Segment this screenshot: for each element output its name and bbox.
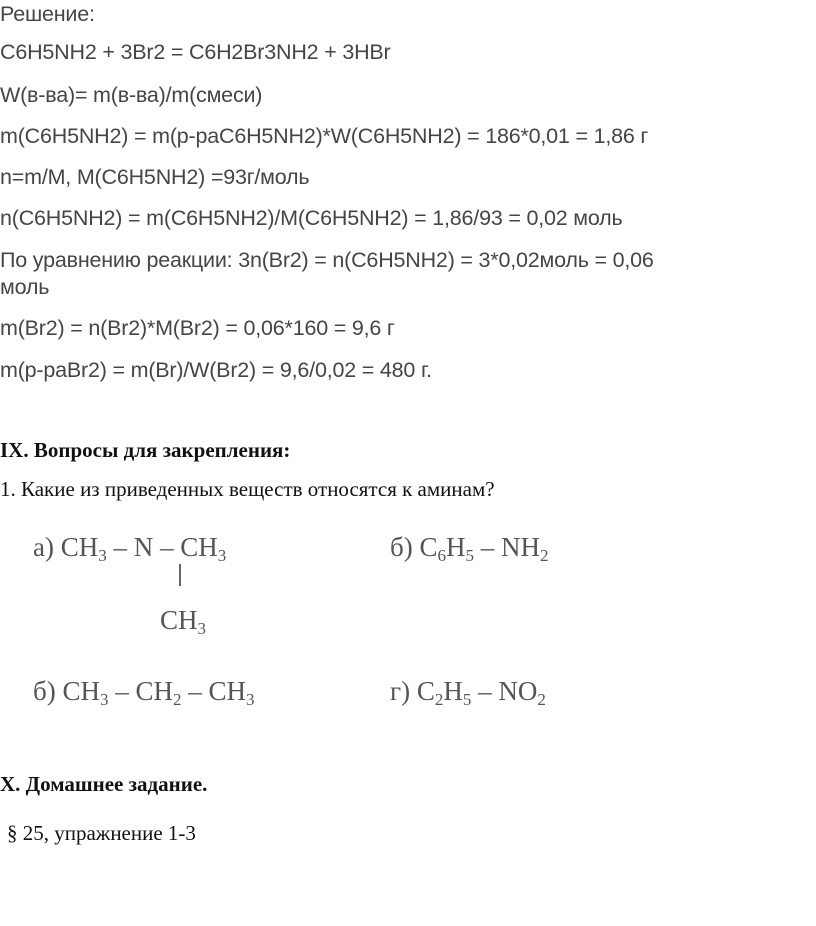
formula-a-branch <box>160 605 206 636</box>
formula-text: – NO <box>471 676 538 706</box>
homework-text: § 25, упражнение 1-3 <box>7 821 196 845</box>
solution-line: m(C6H5NH2) = m(р-раC6H5NH2)*W(C6H5NH2) = 186*0,01 = 1,86 г <box>0 124 649 148</box>
formula-subscript: 3 <box>246 690 255 709</box>
bond-line <box>179 564 181 586</box>
formula-text: а) CH <box>33 532 99 562</box>
formula-subscript: 2 <box>434 690 444 709</box>
formula-subscript: 2 <box>537 690 546 709</box>
formula-v <box>33 676 255 707</box>
formula-subscript: 2 <box>540 546 549 565</box>
formula-subscript: 3 <box>197 619 207 638</box>
solution-line: По уравнению реакции: 3n(Br2) = n(C6H5NH2) = 3*0,02моль = 0,06 <box>0 248 654 272</box>
formula-a <box>33 532 226 563</box>
formula-subscript: 5 <box>462 690 472 709</box>
solution-line: m(Br2) = n(Br2)*M(Br2) = 0,06*160 = 9,6 г <box>0 316 395 340</box>
questions-heading: IX. Вопросы для закрепления: <box>0 438 291 462</box>
formula-text: б) C <box>390 532 438 562</box>
formula-text: б) CH <box>33 676 100 706</box>
formula-text: H <box>446 532 466 562</box>
formula-text: – CH <box>108 676 174 706</box>
formula-text: H <box>443 676 463 706</box>
solution-line: n=m/M, M(C6H5NH2) =93г/моль <box>0 165 310 189</box>
solution-line: C6H5NH2 + 3Br2 = C6H2Br3NH2 + 3HBr <box>0 40 391 64</box>
solution-title: Решение: <box>0 2 95 26</box>
formula-subscript: 3 <box>98 546 107 565</box>
solution-line: моль <box>0 275 50 299</box>
solution-line: W(в-ва)= m(в-ва)/m(смеси) <box>0 83 263 107</box>
formula-subscript: 5 <box>465 546 474 565</box>
homework-heading: X. Домашнее задание. <box>0 772 208 796</box>
formula-g <box>390 676 546 707</box>
formula-text: г) C <box>390 676 435 706</box>
formula-subscript: 6 <box>437 546 446 565</box>
formula-text: CH <box>160 605 198 635</box>
formula-subscript: 3 <box>100 690 109 709</box>
formula-text: – CH <box>181 676 247 706</box>
formula-b <box>390 532 549 563</box>
formula-text: – NH <box>474 532 540 562</box>
solution-line: m(р-раBr2) = m(Br)/W(Br2) = 9,6/0,02 = 480 г. <box>0 358 432 382</box>
solution-line: n(C6H5NH2) = m(C6H5NH2)/M(C6H5NH2) = 1,86/93 = 0,02 моль <box>0 206 623 230</box>
formula-text: – N – CH <box>106 532 218 562</box>
formula-subscript: 2 <box>173 690 182 709</box>
question-1: 1. Какие из приведенных веществ относятся к аминам? <box>0 477 495 501</box>
formula-subscript: 3 <box>217 546 227 565</box>
